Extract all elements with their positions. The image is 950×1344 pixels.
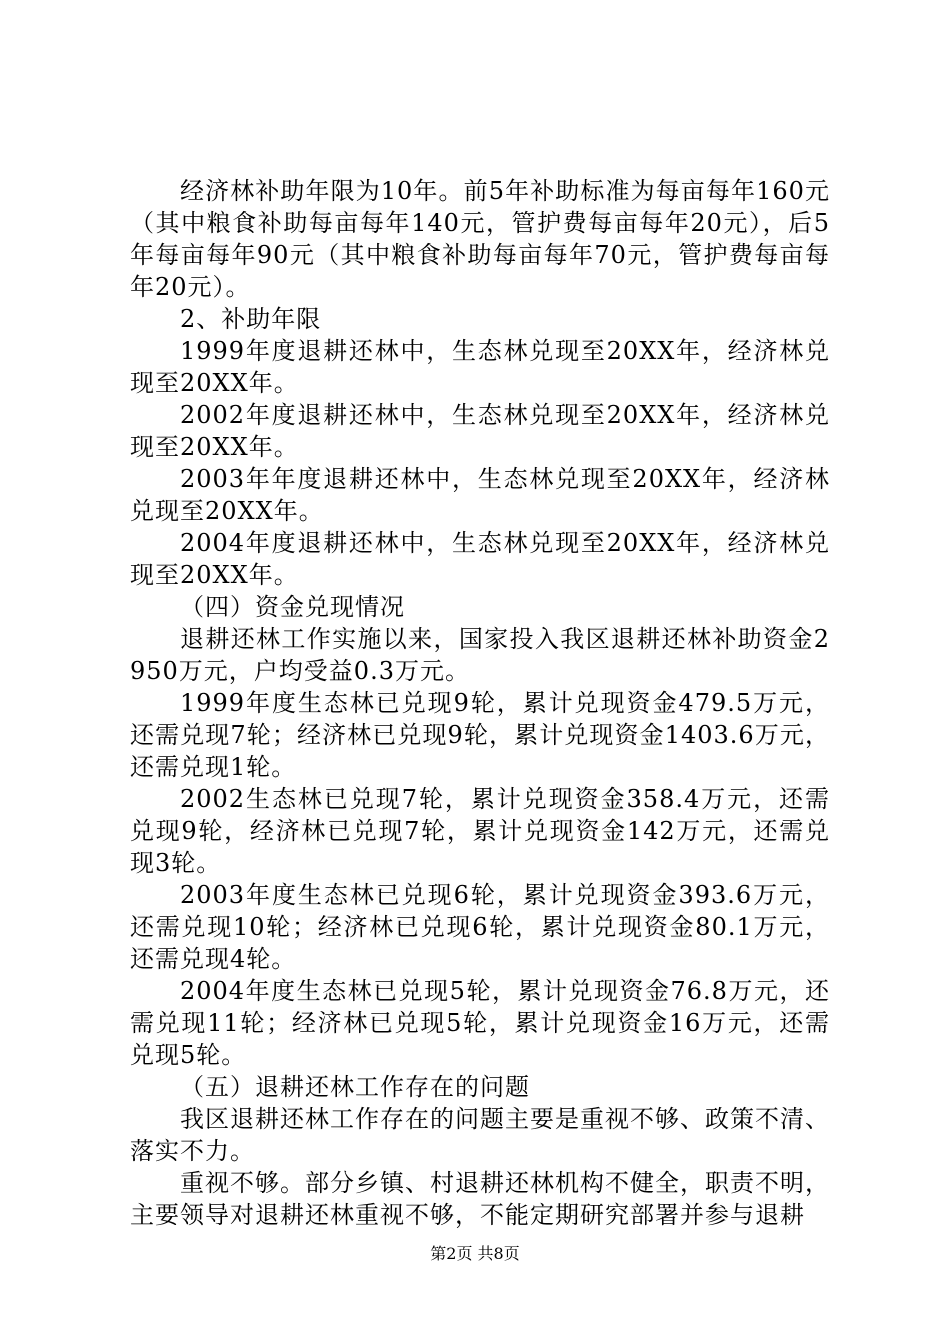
heading-fund-disbursement: （四）资金兑现情况 xyxy=(180,593,405,621)
paragraph-2003-disbursement: 2003年度生态林已兑现6轮，累计兑现资金393.6万元，还需兑现10轮；经济林已兑现6轮，累计兑现资金80.1万元，还需兑现4轮。 xyxy=(130,881,830,973)
paragraph-2002-disbursement: 2002生态林已兑现7轮，累计兑现资金358.4万元，还需兑现9轮，经济林已兑现7轮，累计兑现资金142万元，还需兑现3轮。 xyxy=(130,785,830,877)
document-body xyxy=(130,175,830,1231)
page-number-footer: 第2页 共8页 xyxy=(430,1244,520,1263)
paragraph-2002-period: 2002年度退耕还林中，生态林兑现至20XX年，经济林兑现至20XX年。 xyxy=(130,401,830,461)
paragraph-insufficient-attention: 重视不够。部分乡镇、村退耕还林机构不健全，职责不明，主要领导对退耕还林重视不够，不能定期研究部署并参与退耕 xyxy=(130,1169,830,1229)
paragraph-1999-disbursement: 1999年度生态林已兑现9轮，累计兑现资金479.5万元，还需兑现7轮；经济林已兑现9轮，累计兑现资金1403.6万元，还需兑现1轮。 xyxy=(130,689,830,781)
heading-existing-problems: （五）退耕还林工作存在的问题 xyxy=(180,1073,530,1101)
paragraph-economic-forest-subsidy: 经济林补助年限为10年。前5年补助标准为每亩每年160元（其中粮食补助每亩每年140元，管护费每亩每年20元），后5年每亩每年90元（其中粮食补助每亩每年70元，管护费每亩每年20元）。 xyxy=(130,177,830,301)
paragraph-2004-period: 2004年度退耕还林中，生态林兑现至20XX年，经济林兑现至20XX年。 xyxy=(130,529,830,589)
paragraph-total-investment: 退耕还林工作实施以来，国家投入我区退耕还林补助资金2950万元，户均受益0.3万元。 xyxy=(130,625,830,685)
paragraph-problems-summary: 我区退耕还林工作存在的问题主要是重视不够、政策不清、落实不力。 xyxy=(130,1105,830,1165)
heading-subsidy-period: 2、补助年限 xyxy=(180,305,322,333)
paragraph-1999-period: 1999年度退耕还林中，生态林兑现至20XX年，经济林兑现至20XX年。 xyxy=(130,337,830,397)
paragraph-2004-disbursement: 2004年度生态林已兑现5轮，累计兑现资金76.8万元，还需兑现11轮；经济林已兑现5轮，累计兑现资金16万元，还需兑现5轮。 xyxy=(130,977,830,1069)
paragraph-2003-period: 2003年年度退耕还林中，生态林兑现至20XX年，经济林兑现至20XX年。 xyxy=(130,465,830,525)
